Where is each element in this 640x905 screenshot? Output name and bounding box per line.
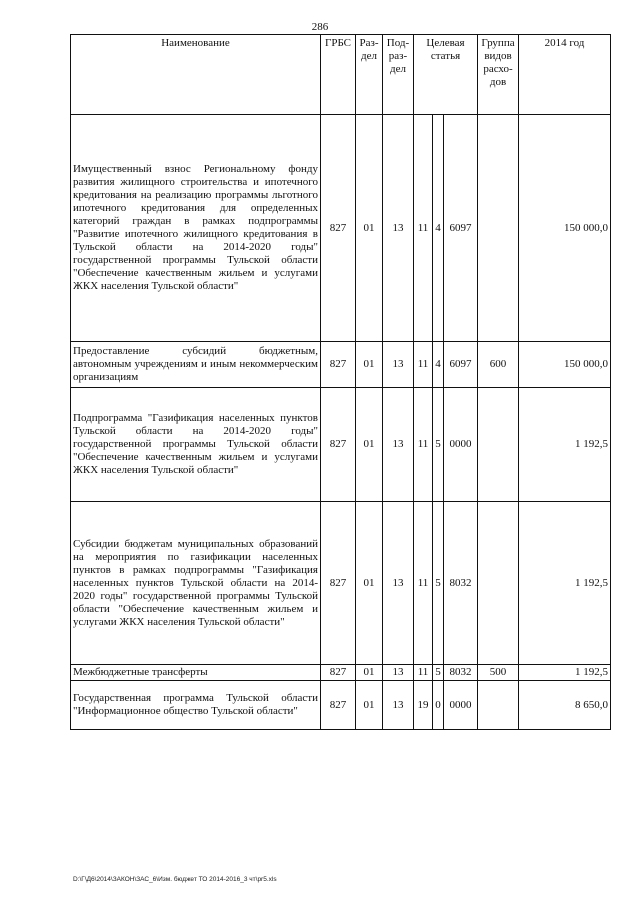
header-name: Наименование [71, 35, 321, 115]
row-sum: 1 192,5 [519, 502, 611, 665]
row-grbs: 827 [321, 665, 356, 681]
row-razdel: 01 [356, 388, 383, 502]
table-row [71, 115, 611, 342]
row-cs-code: 8032 [444, 502, 478, 665]
budget-table [70, 34, 611, 730]
row-cs-program: 11 [414, 388, 433, 502]
file-path-footer: D:\Г\Д6\2014\ЗАКОН\ЗАС_6\Изм. бюджет ТО 2014-2016_3 чт\pr5.xls [73, 876, 277, 883]
row-sum: 8 650,0 [519, 681, 611, 730]
row-cs-code: 0000 [444, 388, 478, 502]
row-podrazdel: 13 [383, 502, 414, 665]
table-row [71, 342, 611, 388]
row-cs-subprogram: 4 [433, 342, 444, 388]
row-vid-rashoda: 600 [478, 342, 519, 388]
row-vid-rashoda [478, 502, 519, 665]
row-razdel: 01 [356, 665, 383, 681]
row-podrazdel: 13 [383, 665, 414, 681]
row-name: Межбюджетные трансферты [71, 665, 321, 681]
row-podrazdel: 13 [383, 681, 414, 730]
row-name: Предоставление субсидий бюджетным, автономным учреждениям и иным некоммерческим организациям [71, 342, 321, 388]
row-name: Подпрограмма "Газификация населенных пунктов Тульской области на 2014-2020 годы" государственной программы Тульской области "Обеспечение качественным жильем и услугами ЖКХ населения Тульской области" [71, 388, 321, 502]
row-cs-program: 11 [414, 342, 433, 388]
row-vid-rashoda [478, 388, 519, 502]
row-cs-subprogram: 5 [433, 665, 444, 681]
row-sum: 1 192,5 [519, 665, 611, 681]
row-razdel: 01 [356, 502, 383, 665]
header-grbs: ГРБС [321, 35, 356, 115]
header-razdel: Раз-дел [356, 35, 383, 115]
row-grbs: 827 [321, 502, 356, 665]
table-row [71, 388, 611, 502]
row-grbs: 827 [321, 115, 356, 342]
header-year: 2014 год [519, 35, 611, 115]
row-cs-program: 19 [414, 681, 433, 730]
table-row [71, 502, 611, 665]
row-cs-subprogram: 0 [433, 681, 444, 730]
row-sum: 1 192,5 [519, 388, 611, 502]
row-grbs: 827 [321, 388, 356, 502]
row-vid-rashoda: 500 [478, 665, 519, 681]
row-razdel: 01 [356, 342, 383, 388]
row-vid-rashoda [478, 115, 519, 342]
row-cs-code: 6097 [444, 342, 478, 388]
row-name: Субсидии бюджетам муниципальных образований на мероприятия по газификации населенных пунктов в рамках подпрограммы "Газификация населенных пунктов Тульской области на 2014-2020 годы" государственной программы Тульской области "Обеспечение качественным жильем и услугами ЖКХ населения Тульской области" [71, 502, 321, 665]
row-razdel: 01 [356, 681, 383, 730]
row-razdel: 01 [356, 115, 383, 342]
table-row [71, 665, 611, 681]
row-cs-code: 8032 [444, 665, 478, 681]
row-podrazdel: 13 [383, 388, 414, 502]
row-cs-code: 6097 [444, 115, 478, 342]
row-cs-program: 11 [414, 665, 433, 681]
header-row [71, 35, 611, 115]
header-celevaya-statya: Целевая статья [414, 35, 478, 115]
row-grbs: 827 [321, 342, 356, 388]
header-gruppa-vidov: Группа видов расхо-дов [478, 35, 519, 115]
row-name: Государственная программа Тульской области "Информационное общество Тульской области" [71, 681, 321, 730]
row-cs-subprogram: 4 [433, 115, 444, 342]
row-podrazdel: 13 [383, 115, 414, 342]
row-cs-program: 11 [414, 502, 433, 665]
row-name: Имущественный взнос Региональному фонду развития жилищного строительства и ипотечного кредитования на реализацию программы льготного ипотечного кредитования для определенных категорий граждан в рамках подпрограммы "Развитие ипотечного жилищного кредитования в Тульской области на 2014-2020 годы" государственной программы Тульской области "Обеспечение качественным жильем и услугами ЖКХ населения Тульской области" [71, 115, 321, 342]
row-podrazdel: 13 [383, 342, 414, 388]
page-number: 286 [311, 21, 329, 33]
row-cs-program: 11 [414, 115, 433, 342]
row-cs-code: 0000 [444, 681, 478, 730]
row-cs-subprogram: 5 [433, 502, 444, 665]
row-vid-rashoda [478, 681, 519, 730]
row-cs-subprogram: 5 [433, 388, 444, 502]
row-sum: 150 000,0 [519, 115, 611, 342]
header-podrazdel: Под-раз-дел [383, 35, 414, 115]
row-grbs: 827 [321, 681, 356, 730]
table-row [71, 681, 611, 730]
row-sum: 150 000,0 [519, 342, 611, 388]
